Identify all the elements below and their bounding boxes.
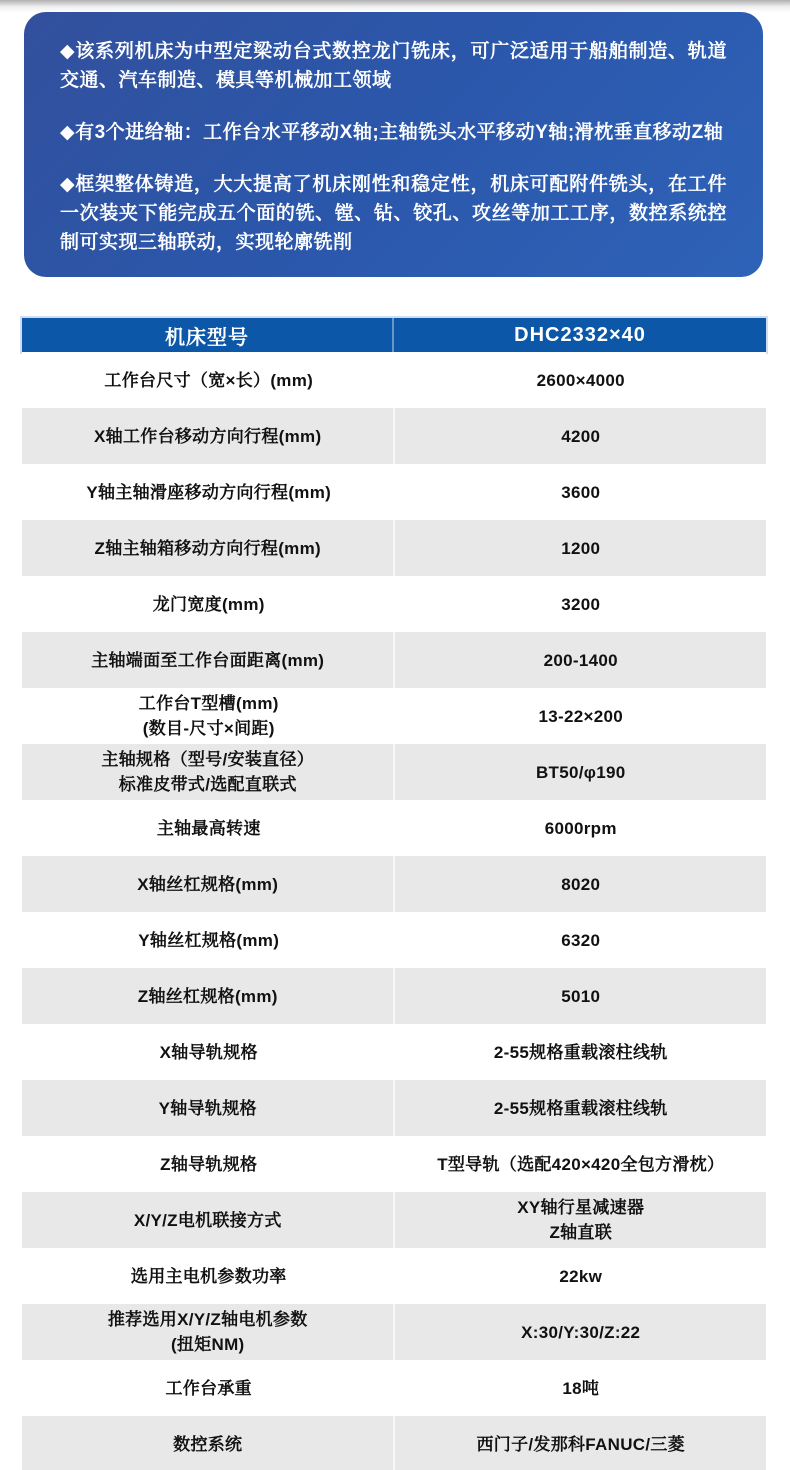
cell-line: 工作台承重	[165, 1378, 252, 1398]
cell-line: 3200	[561, 594, 601, 614]
spec-value	[395, 1360, 766, 1416]
cell-line: 工作台T型槽(mm)	[138, 694, 279, 713]
cell-line: T型导轨（选配420×420全包方滑枕）	[437, 1154, 725, 1174]
cell-line: Z轴导轨规格	[160, 1154, 258, 1174]
spec-name	[22, 520, 395, 576]
cell-line: 龙门宽度(mm)	[152, 594, 265, 614]
spec-value	[395, 1416, 766, 1470]
cell-line: 22kw	[559, 1266, 603, 1286]
spec-name	[22, 632, 395, 688]
spec-table	[22, 318, 766, 1470]
cell-line: X:30/Y:30/Z:22	[521, 1322, 641, 1342]
table-row	[22, 800, 766, 856]
table-row	[22, 352, 766, 408]
cell-line: 西门子/发那科FANUC/三菱	[476, 1434, 685, 1454]
cell-line: XY轴行星减速器	[517, 1198, 645, 1217]
spec-value	[395, 520, 766, 576]
cell-line: 2600×4000	[536, 370, 625, 390]
spec-value	[395, 632, 766, 688]
table-row	[22, 576, 766, 632]
spec-value	[395, 968, 766, 1024]
table-row	[22, 1080, 766, 1136]
cell-line: 2-55规格重载滚柱线轨	[493, 1098, 668, 1118]
cell-line: Y轴丝杠规格(mm)	[138, 930, 280, 950]
table-row	[22, 1136, 766, 1192]
spec-value	[395, 464, 766, 520]
cell-line: Z轴丝杠规格(mm)	[137, 986, 278, 1006]
spec-value	[395, 688, 766, 744]
spec-value	[395, 576, 766, 632]
table-row	[22, 1192, 766, 1248]
table-row	[22, 688, 766, 744]
cell-line: (扭矩NM)	[170, 1335, 245, 1354]
table-row	[22, 1024, 766, 1080]
cell-line: 4200	[561, 426, 601, 446]
cell-line: X轴丝杠规格(mm)	[137, 874, 279, 894]
table-row	[22, 520, 766, 576]
spec-value	[395, 1024, 766, 1080]
table-row	[22, 744, 766, 800]
cell-line: 18吨	[562, 1378, 600, 1398]
spec-table-header	[22, 318, 766, 352]
spec-name	[22, 856, 395, 912]
cell-line: 3600	[561, 482, 601, 502]
spec-name	[22, 352, 395, 408]
spec-name	[22, 912, 395, 968]
table-row	[22, 408, 766, 464]
spec-name	[22, 1360, 395, 1416]
spec-value	[395, 352, 766, 408]
table-row	[22, 1360, 766, 1416]
spec-value	[395, 744, 766, 800]
spec-name	[22, 464, 395, 520]
spec-value	[395, 1248, 766, 1304]
top-shadow	[0, 0, 790, 12]
cell-line: 2-55规格重载滚柱线轨	[493, 1042, 668, 1062]
cell-line: BT50/φ190	[535, 762, 626, 782]
spec-value	[395, 912, 766, 968]
table-row	[22, 1416, 766, 1470]
cell-line: 推荐选用X/Y/Z轴电机参数	[107, 1310, 308, 1329]
spec-name	[22, 1080, 395, 1136]
cell-line: 200-1400	[543, 650, 618, 670]
spec-name	[22, 1024, 395, 1080]
spec-name	[22, 1416, 395, 1470]
cell-line: 1200	[561, 538, 601, 558]
cell-line: 6320	[561, 930, 601, 950]
cell-line: 工作台尺寸（宽×长）(mm)	[104, 370, 314, 390]
table-row	[22, 912, 766, 968]
table-row	[22, 968, 766, 1024]
cell-line: Y轴主轴滑座移动方向行程(mm)	[86, 482, 332, 502]
spec-name	[22, 1192, 395, 1248]
cell-line: X轴导轨规格	[159, 1042, 258, 1062]
header-model-label: 机床型号	[22, 318, 394, 352]
table-row	[22, 1248, 766, 1304]
table-row	[22, 856, 766, 912]
table-row	[22, 1304, 766, 1360]
spec-name	[22, 1304, 395, 1360]
spec-name	[22, 968, 395, 1024]
spec-name	[22, 576, 395, 632]
table-row	[22, 464, 766, 520]
cell-line: X轴工作台移动方向行程(mm)	[94, 426, 322, 446]
cell-line: X/Y/Z电机联接方式	[133, 1210, 282, 1230]
spec-value	[395, 1304, 766, 1360]
spec-name	[22, 1248, 395, 1304]
intro-paragraph: ◆框架整体铸造，大大提高了机床刚性和稳定性，机床可配附件铣头，在工件一次装夹下能完成五个面的铣、镗、钻、铰孔、攻丝等加工工序，数控系统控制可实现三轴联动，实现轮廓铣削	[60, 174, 727, 253]
cell-line: 主轴端面至工作台面距离(mm)	[91, 650, 325, 670]
cell-line: 选用主电机参数功率	[130, 1266, 287, 1286]
spec-value	[395, 800, 766, 856]
table-row	[22, 632, 766, 688]
spec-name	[22, 1136, 395, 1192]
cell-line: 标准皮带式/选配直联式	[118, 775, 297, 794]
cell-line: 主轴最高转速	[156, 818, 261, 838]
cell-line: 8020	[561, 874, 601, 894]
spec-name	[22, 800, 395, 856]
spec-value	[395, 1136, 766, 1192]
header-model-value: DHC2332×40	[514, 323, 646, 346]
cell-line: 数控系统	[173, 1434, 243, 1454]
spec-name	[22, 688, 395, 744]
cell-line: 6000rpm	[544, 818, 617, 838]
intro-paragraph: ◆有3个进给轴：工作台水平移动X轴;主轴铣头水平移动Y轴;滑枕垂直移动Z轴	[60, 122, 724, 143]
cell-line: Y轴导轨规格	[158, 1098, 257, 1118]
spec-name	[22, 408, 395, 464]
spec-name	[22, 744, 395, 800]
cell-line: 主轴规格（型号/安装直径）	[101, 750, 315, 769]
spec-value	[395, 408, 766, 464]
cell-line: (数目-尺寸×间距)	[142, 719, 275, 738]
spec-table-body	[22, 352, 766, 1470]
spec-value	[395, 1080, 766, 1136]
cell-line: 13-22×200	[538, 706, 623, 726]
spec-value	[395, 856, 766, 912]
intro-panel	[24, 12, 763, 277]
spec-value	[395, 1192, 766, 1248]
cell-line: Z轴主轴箱移动方向行程(mm)	[94, 538, 321, 558]
intro-paragraph: ◆该系列机床为中型定梁动台式数控龙门铣床，可广泛适用于船舶制造、轨道交通、汽车制造、模具等机械加工领域	[60, 41, 727, 91]
cell-line: 5010	[561, 986, 601, 1006]
cell-line: Z轴直联	[549, 1223, 613, 1242]
